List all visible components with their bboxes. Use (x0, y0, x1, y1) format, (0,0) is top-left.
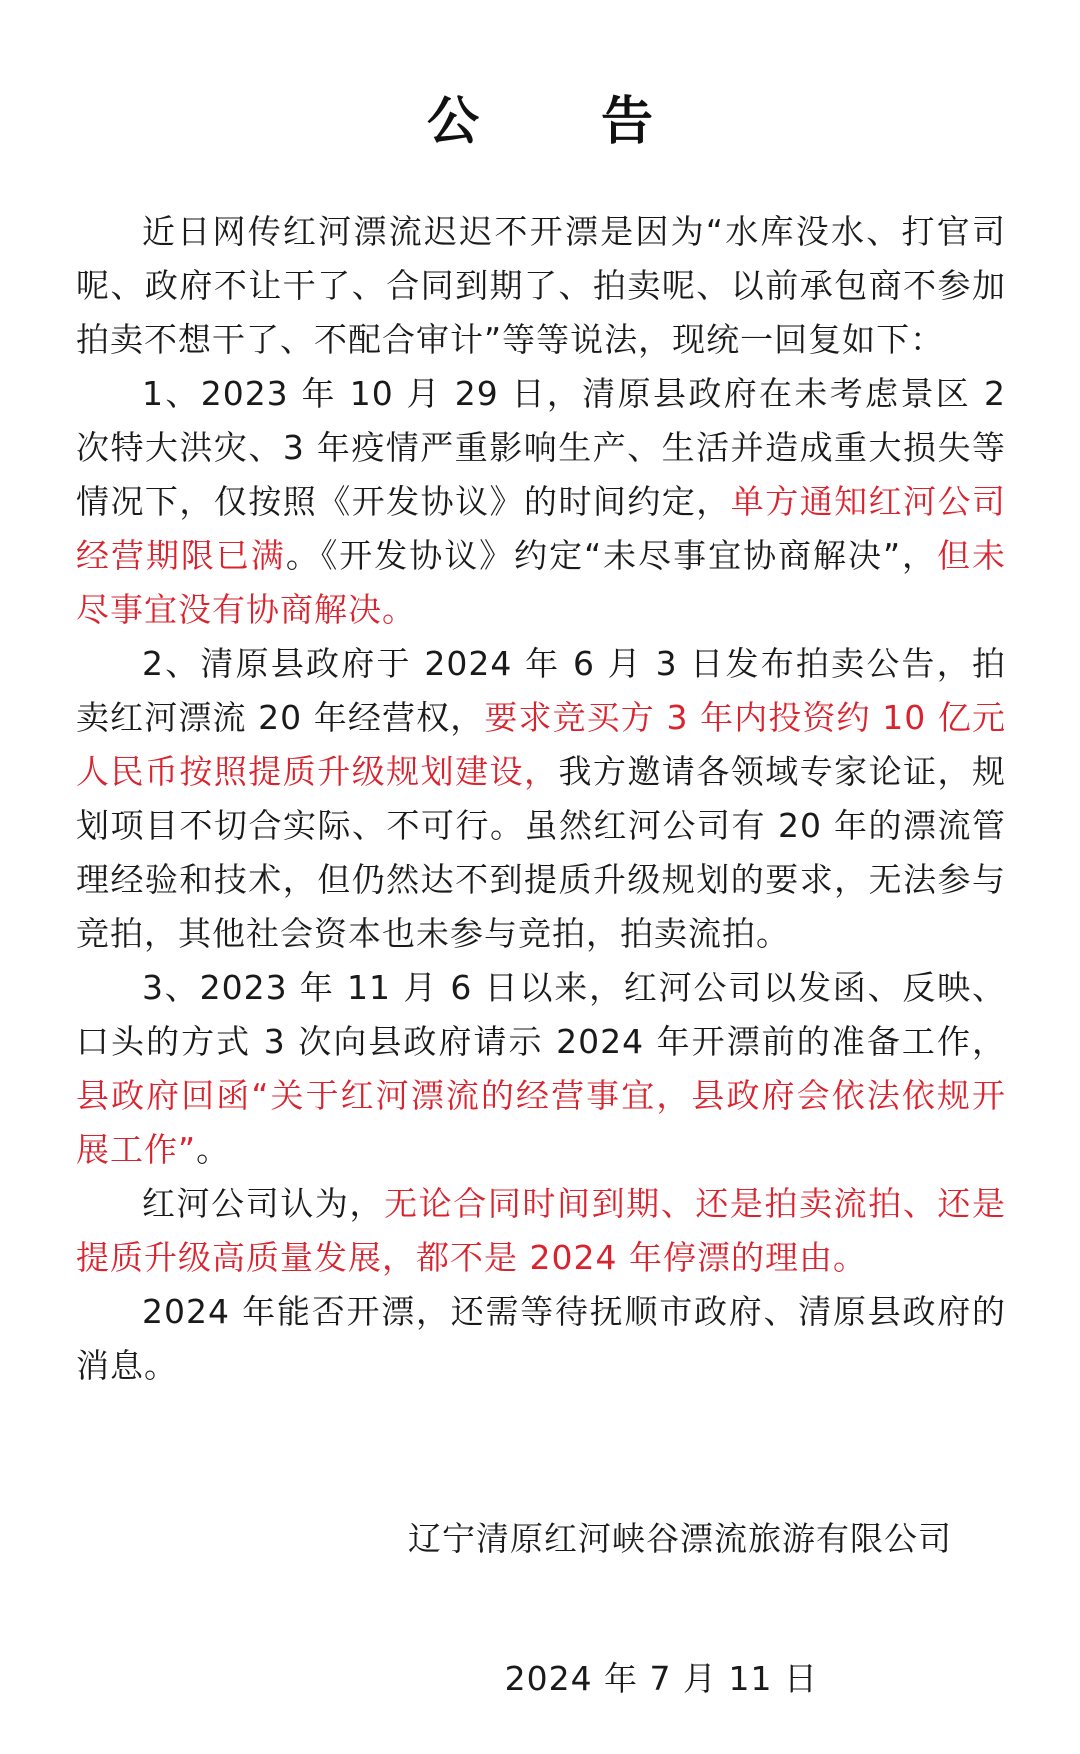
text-segment: 红河公司认为， (142, 1184, 385, 1223)
notice-date: 2024 年 7 月 11 日 (504, 1659, 818, 1698)
paragraph-intro (76, 205, 1006, 367)
text-segment: 。《开发协议》约定“未尽事宜协商解决”， (285, 536, 938, 575)
paragraph-position (76, 1177, 1006, 1285)
text-segment: 我方邀请各领域专家论证，规划项目不切合实际、不可行。虽然红河公司有 20 年的漂流管理经验和技术，但仍然达不到提质升级规划的要求，无法参与竞拍，其他社会资本也未参与竞拍，拍卖流拍。 (76, 752, 1007, 953)
highlighted-text: 县政府回函“关于红河漂流的经营事宜，县政府会依法依规开展工作” (76, 1076, 1006, 1169)
highlighted-text: 但未尽事宜没有协商解决。 (76, 536, 1006, 629)
highlighted-text: 单方通知红河公司经营期限已满 (76, 482, 1007, 575)
text-segment: 2、清原县政府于 2024 年 6 月 3 日发布拍卖公告，拍卖红河漂流 20 年经营权， (76, 644, 1006, 737)
company-signature: 辽宁清原红河峡谷漂流旅游有限公司 (408, 1519, 952, 1558)
notice-body (76, 205, 1006, 1393)
paragraph-point-3 (76, 961, 1006, 1177)
paragraph-point-2 (76, 637, 1006, 961)
text-segment: 3、2023 年 11 月 6 日以来，红河公司以发函、反映、口头的方式 3 次向县政府请示 2024 年开漂前的准备工作， (76, 968, 1006, 1061)
text-segment: 近日网传红河漂流迟迟不开漂是因为“水库没水、打官司呢、政府不让干了、合同到期了、拍卖呢、以前承包商不参加拍卖不想干了、不配合审计”等等说法，现统一回复如下： (76, 212, 1006, 359)
page-title: 公 告 (426, 92, 706, 152)
paragraph-closing (76, 1285, 1006, 1393)
text-segment: 2024 年能否开漂，还需等待抚顺市政府、清原县政府的消息。 (76, 1292, 1006, 1385)
text-segment: 1、2023 年 10 月 29 日，清原县政府在未考虑景区 2 次特大洪灾、3 年疫情严重影响生产、生活并造成重大损失等情况下，仅按照《开发协议》的时间约定， (76, 374, 1006, 521)
highlighted-text: 要求竞买方 3 年内投资约 10 亿元人民币按照提质升级规划建设， (76, 698, 1006, 791)
paragraph-point-1 (76, 367, 1006, 637)
text-segment: 。 (196, 1130, 231, 1169)
highlighted-text: 无论合同时间到期、还是拍卖流拍、还是提质升级高质量发展，都不是 2024 年停漂的理由。 (76, 1184, 1007, 1277)
